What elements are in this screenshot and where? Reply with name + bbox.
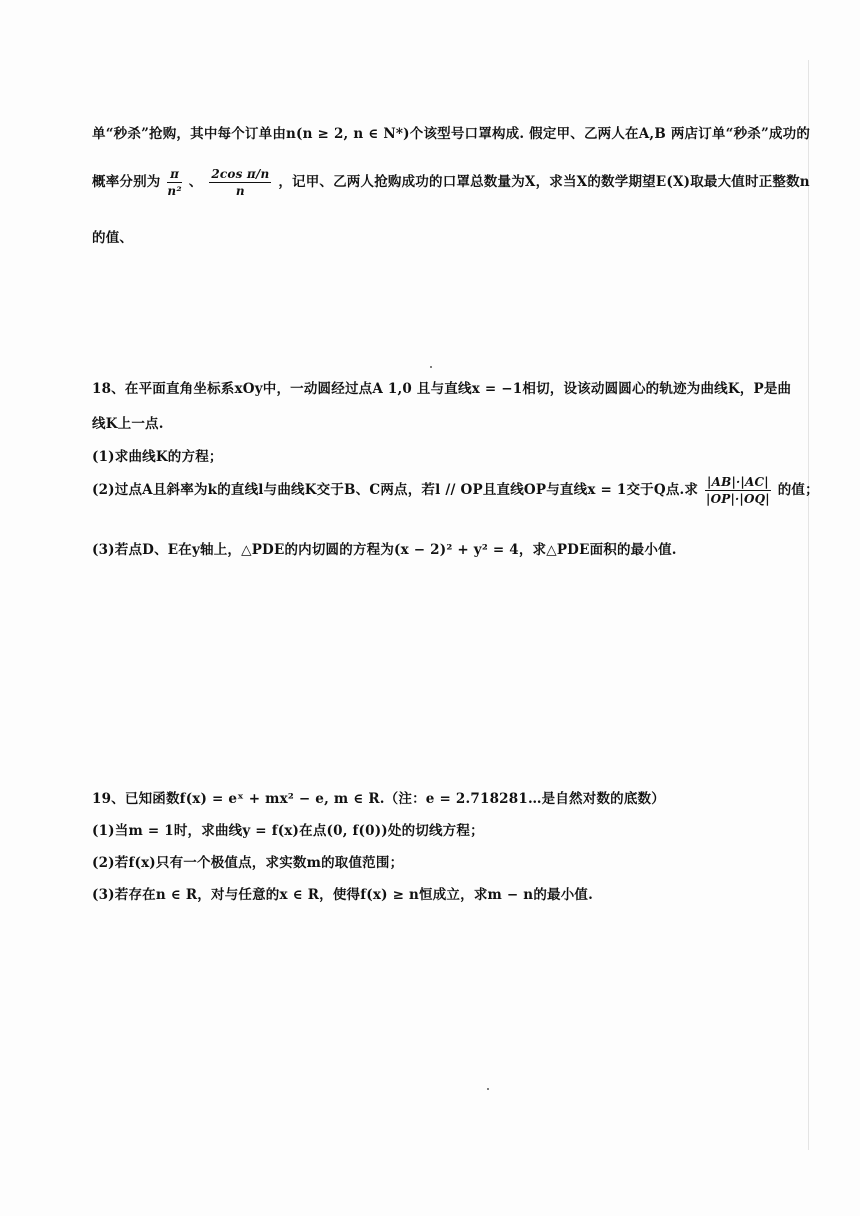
p17-line2-prefix: 概率分别为: [92, 174, 161, 190]
p18-q2-numerator: |AB|·|AC|: [707, 475, 769, 489]
p18-stem-line2: 线K上一点.: [92, 416, 164, 432]
p17-fraction-1-denominator: n²: [167, 184, 182, 198]
p17-separator: 、: [188, 174, 203, 190]
p19-question-3: (3)若存在n ∈ R，对与任意的x ∈ R，使得f(x) ≥ n恒成立，求m − n的最小值.: [92, 887, 594, 903]
p18-stem-line1: 18、在平面直角坐标系xOy中，一动圆经过点A 1,0 且与直线x = −1相切，设该动圆圆心的轨迹为曲线K，P是曲: [92, 381, 792, 397]
p18-q2-fraction: [705, 474, 771, 507]
scan-speck: [430, 366, 432, 368]
p17-line3: 的值、: [92, 230, 134, 246]
p19-question-1: (1)当m = 1时，求曲线y = f(x)在点(0, f(0))处的切线方程；: [92, 823, 484, 839]
p17-fraction-1-numerator: π: [167, 166, 181, 183]
page-edge-line: [808, 60, 809, 1150]
p18-q2-suffix: 的值；: [777, 482, 819, 498]
p17-fraction-2-denominator: n: [235, 184, 245, 198]
p19-question-2: (2)若f(x)只有一个极值点，求实数m的取值范围；: [92, 855, 404, 871]
p18-question-3: (3)若点D、E在y轴上，△PDE的内切圆的方程为(x − 2)² + y² = 4，求△PDE面积的最小值.: [92, 542, 677, 558]
p18-q2-denominator: |OP|·|OQ|: [706, 492, 770, 506]
p17-line2: [92, 166, 810, 199]
p17-line2-suffix: ，记甲、乙两人抢购成功的口罩总数量为X，求当X的数学期望E(X)取最大值时正整数n: [278, 174, 810, 190]
p18-question-1: (1)求曲线K的方程；: [92, 449, 223, 465]
p17-fraction-1: [167, 166, 181, 199]
p19-stem: 19、已知函数f(x) = eˣ + mx² − e, m ∈ R.（注：e = 2.718281…是自然对数的底数）: [92, 791, 665, 807]
p17-fraction-2: [209, 166, 271, 199]
p18-question-2: [92, 474, 819, 507]
p17-fraction-2-numerator: 2cos π/n: [211, 167, 270, 181]
scan-speck: [487, 1088, 489, 1090]
p17-line1: 单“秒杀”抢购，其中每个订单由n(n ≥ 2, n ∈ N*)个该型号口罩构成. 假定甲、乙两人在A,B 两店订单“秒杀”成功的: [92, 126, 811, 142]
p18-q2-text: (2)过点A且斜率为k的直线l与曲线K交于B、C两点，若l // OP且直线OP与直线x = 1交于Q点.求: [92, 482, 699, 498]
